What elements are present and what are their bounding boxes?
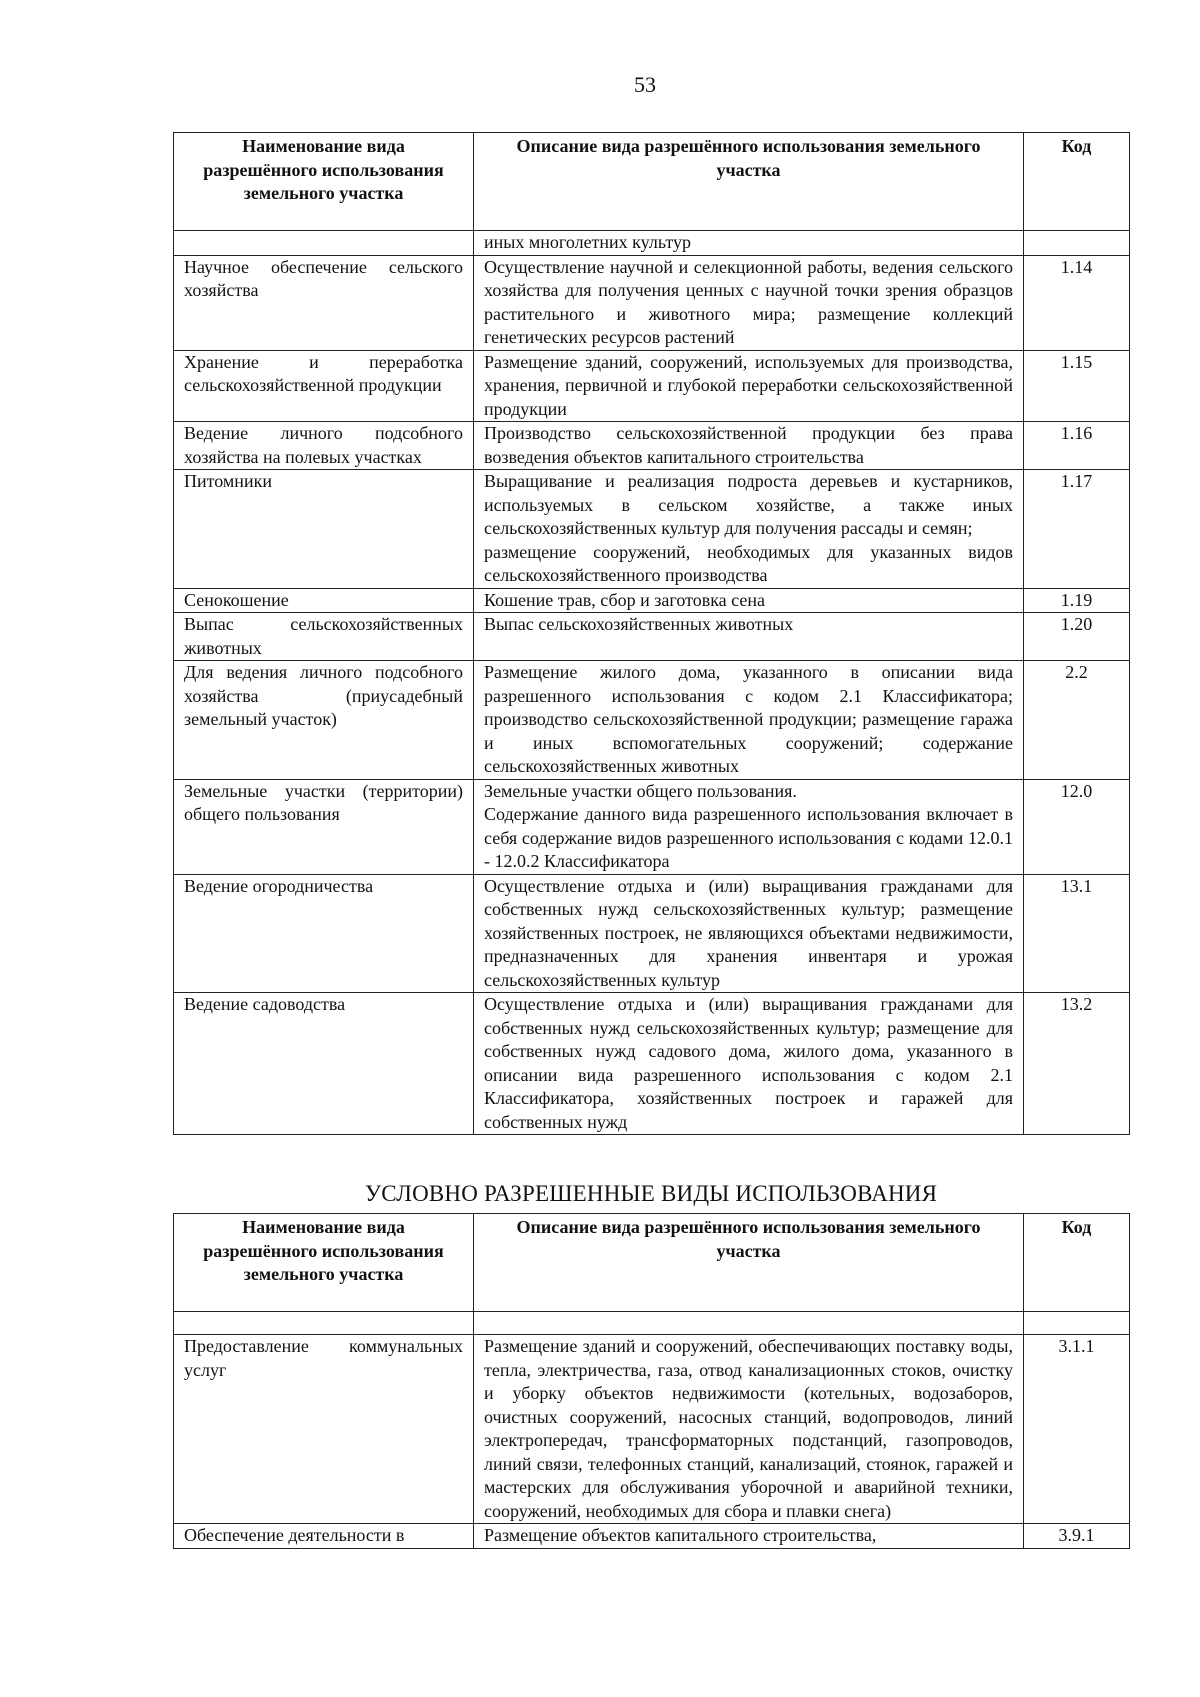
row-name: Для ведения личного подсобного хозяйства (приусадебный земельный участок)	[174, 661, 474, 780]
header-description: Описание вида разрешённого использования земельного участка	[474, 1214, 1024, 1312]
row-description: Кошение трав, сбор и заготовка сена	[474, 588, 1024, 613]
row-code: 13.1	[1024, 874, 1130, 993]
row-description: Размещение объектов капитального строительства,	[474, 1524, 1024, 1549]
row-name: Обеспечение деятельности в	[174, 1524, 474, 1549]
row-name: Научное обеспечение сельского хозяйства	[174, 255, 474, 350]
table-row	[174, 470, 1130, 589]
row-name	[174, 231, 474, 256]
table-header-row	[174, 1214, 1130, 1312]
row-code: 3.1.1	[1024, 1335, 1130, 1524]
table-empty-row	[174, 1312, 1130, 1335]
table-row	[174, 661, 1130, 780]
row-description: Выпас сельскохозяйственных животных	[474, 613, 1024, 661]
row-description: Размещение жилого дома, указанного в описании вида разрешенного использования с кодом 2.1 Классификатора; производство сельскохозяйственной продукции; размещение гаража и иных вспомогательных сооружений; содержание сельскохозяйственных животных	[474, 661, 1024, 780]
row-description-part-2: Содержание данного вида разрешенного использования включает в себя содержание видов разрешенного использования с кодами 12.0.1 - 12.0.2 Классификатора	[484, 804, 1013, 871]
table-row	[174, 255, 1130, 350]
header-code: Код	[1024, 133, 1130, 231]
row-description: Осуществление отдыха и (или) выращивания гражданами для собственных нужд сельскохозяйственных культур; размещение для собственных нужд садового дома, жилого дома, указанного в описании вида разрешенного использования с кодом 2.1 Классификатора, хозяйственных построек и гаражей для собственных нужд	[474, 993, 1024, 1135]
row-name: Сенокошение	[174, 588, 474, 613]
header-name: Наименование вида разрешённого использования земельного участка	[174, 1214, 474, 1312]
empty-cell	[174, 1312, 474, 1335]
header-description: Описание вида разрешённого использования земельного участка	[474, 133, 1024, 231]
table-row	[174, 588, 1130, 613]
row-name: Предоставление коммунальных услуг	[174, 1335, 474, 1524]
row-description-part-1: Выращивание и реализация подроста деревьев и кустарников, используемых в сельском хозяйстве, а также иных сельскохозяйственных культур для получения рассады и семян;	[484, 471, 1013, 538]
row-name: Ведение личного подсобного хозяйства на полевых участках	[174, 422, 474, 470]
row-code: 1.17	[1024, 470, 1130, 589]
empty-cell	[1024, 1312, 1130, 1335]
row-description-part-1: Земельные участки общего пользования.	[484, 780, 797, 801]
row-description: Осуществление отдыха и (или) выращивания гражданами для собственных нужд сельскохозяйственных культур; размещение хозяйственных построек, не являющихся объектами недвижимости, предназначенных для хранения инвентаря и урожая сельскохозяйственных культур	[474, 874, 1024, 993]
row-description-part-2: размещение сооружений, необходимых для указанных видов сельскохозяйственного производства	[484, 541, 1013, 585]
row-code	[1024, 231, 1130, 256]
row-description: иных многолетних культур	[474, 231, 1024, 256]
table-row	[174, 613, 1130, 661]
table-row	[174, 779, 1130, 874]
empty-cell	[474, 1312, 1024, 1335]
row-name: Ведение огородничества	[174, 874, 474, 993]
row-code: 2.2	[1024, 661, 1130, 780]
row-name: Выпас сельскохозяйственных животных	[174, 613, 474, 661]
row-description: Осуществление научной и селекционной работы, ведения сельского хозяйства для получения ценных с научной точки зрения образцов растительного и животного мира; размещение коллекций генетических ресурсов растений	[474, 255, 1024, 350]
row-code: 1.14	[1024, 255, 1130, 350]
row-code: 1.20	[1024, 613, 1130, 661]
row-name: Земельные участки (территории) общего пользования	[174, 779, 474, 874]
table-row	[174, 1524, 1130, 1549]
row-code: 13.2	[1024, 993, 1130, 1135]
row-description	[474, 779, 1024, 874]
row-code: 1.19	[1024, 588, 1130, 613]
row-code: 3.9.1	[1024, 1524, 1130, 1549]
header-code: Код	[1024, 1214, 1130, 1312]
table-row	[174, 1335, 1130, 1524]
row-code: 1.15	[1024, 350, 1130, 422]
permitted-use-table	[173, 132, 1130, 1135]
table-row-continuation	[174, 231, 1130, 256]
row-description: Размещение зданий, сооружений, используемых для производства, хранения, первичной и глубокой переработки сельскохозяйственной продукции	[474, 350, 1024, 422]
table-row	[174, 350, 1130, 422]
table-row	[174, 993, 1130, 1135]
page-number: 53	[634, 72, 656, 97]
row-name: Хранение и переработка сельскохозяйственной продукции	[174, 350, 474, 422]
table-row	[174, 422, 1130, 470]
row-code: 12.0	[1024, 779, 1130, 874]
row-name: Ведение садоводства	[174, 993, 474, 1135]
row-description	[474, 470, 1024, 589]
row-description: Производство сельскохозяйственной продукции без права возведения объектов капитального строительства	[474, 422, 1024, 470]
conditional-use-table	[173, 1213, 1130, 1549]
table-row	[174, 874, 1130, 993]
section-title: УСЛОВНО РАЗРЕШЕННЫЕ ВИДЫ ИСПОЛЬЗОВАНИЯ	[364, 1181, 938, 1206]
row-name: Питомники	[174, 470, 474, 589]
table-header-row	[174, 133, 1130, 231]
header-name: Наименование вида разрешённого использования земельного участка	[174, 133, 474, 231]
row-description: Размещение зданий и сооружений, обеспечивающих поставку воды, тепла, электричества, газа, отвод канализационных стоков, очистку и уборку объектов недвижимости (котельных, водозаборов, очистных сооружений, насосных станций, водопроводов, линий электропередач, трансформаторных подстанций, газопроводов, линий связи, телефонных станций, канализаций, стоянок, гаражей и мастерских для обслуживания уборочной и аварийной техники, сооружений, необходимых для сбора и плавки снега)	[474, 1335, 1024, 1524]
row-code: 1.16	[1024, 422, 1130, 470]
